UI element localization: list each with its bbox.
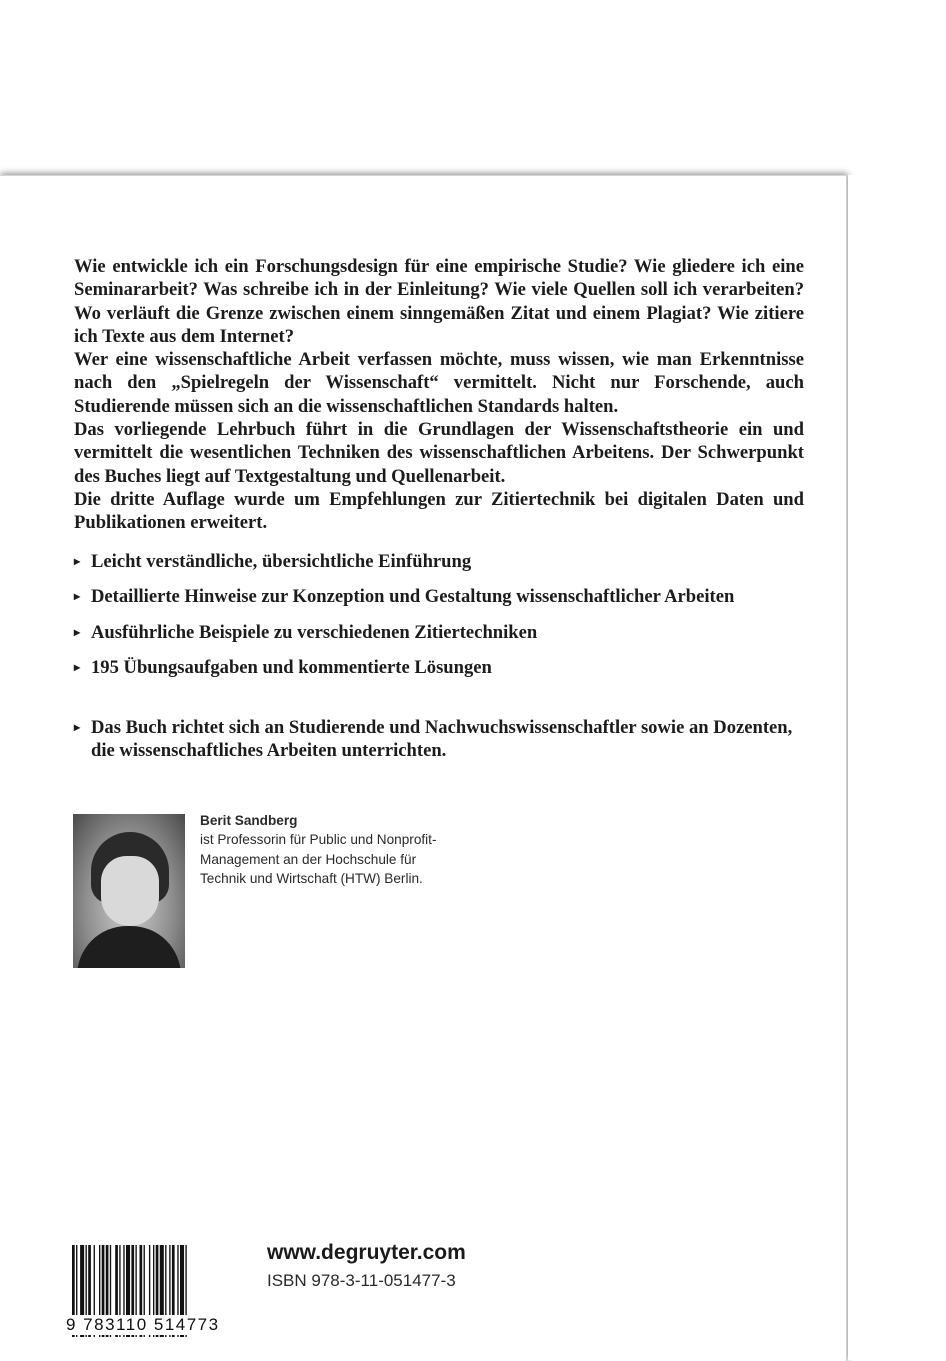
blurb-paragraph-1: Wie entwickle ich ein Forschungsdesign für eine empirische Studie? Wie gliedere ich eine Seminararbeit? Was schreibe ich in der Einleitung? Wie viele Quellen soll ich verarbeiten? Wo verläuft die Grenze zwischen einem sinngemäßen Zitat und einem Plagiat? Wie zitiere ich Texte aus dem Internet? <box>74 256 804 347</box>
feature-item: ▸ Leicht verständliche, übersichtliche Einführung <box>74 551 472 572</box>
triangle-bullet-icon: ▸ <box>74 624 81 639</box>
author-name: Berit Sandberg <box>200 813 298 828</box>
triangle-bullet-icon: ▸ <box>74 720 81 734</box>
feature-item: ▸ 195 Übungsaufgaben und kommentierte Lösungen <box>74 656 492 678</box>
author-info <box>200 811 460 889</box>
background-top <box>0 0 946 175</box>
triangle-bullet-icon: ▸ <box>74 554 81 568</box>
blurb-paragraph-4: Die dritte Auflage wurde um Empfehlungen zur Zitiertechnik bei digitalen Daten und Publikationen erweitert. <box>74 488 804 534</box>
feature-list <box>74 550 814 691</box>
author-photo <box>73 814 185 968</box>
triangle-bullet-icon: ▸ <box>74 659 81 674</box>
triangle-bullet-icon: ▸ <box>74 589 81 604</box>
feature-item: ▸ Ausführliche Beispiele zu verschiedenen Zitiertechniken <box>74 621 538 643</box>
barcode-digits: 9 783110 514773 <box>66 1315 241 1335</box>
blurb-paragraph-3: Das vorliegende Lehrbuch führt in die Grundlagen der Wissenschaftstheorie ein und vermittelt die wesentlichen Techniken des wissenschaftlichen Arbeitens. Der Schwerpunkt des Buches liegt auf Textgestaltung und Quellenarbeit. <box>74 419 804 487</box>
author-bio: ist Professorin für Public und Nonprofit-Management an der Hochschule für Technik und Wirtschaft (HTW) Berlin. <box>200 832 437 887</box>
audience-note: ▸ Das Buch richtet sich an Studierende und Nachwuchswissenschaftler sowie an Dozenten, die wissenschaftliches Arbeiten unterrichten. <box>74 717 793 762</box>
feature-item: ▸ Detaillierte Hinweise zur Konzeption und Gestaltung wissenschaftlicher Arbeiten <box>74 586 735 608</box>
publisher-website: www.degruyter.com <box>267 1241 466 1264</box>
blurb-paragraph-2: Wer eine wissenschaftliche Arbeit verfassen möchte, muss wissen, wie man Erkenntnisse nach den „Spielregeln der Wissenschaft“ vermittelt. Nicht nur Forschende, auch Studierende müssen sich an die wissenschaftlichen Standards halten. <box>74 349 804 417</box>
background-right <box>848 175 946 1360</box>
blurb-text <box>74 255 804 535</box>
isbn-number: ISBN 978-3-11-051477-3 <box>267 1271 456 1290</box>
